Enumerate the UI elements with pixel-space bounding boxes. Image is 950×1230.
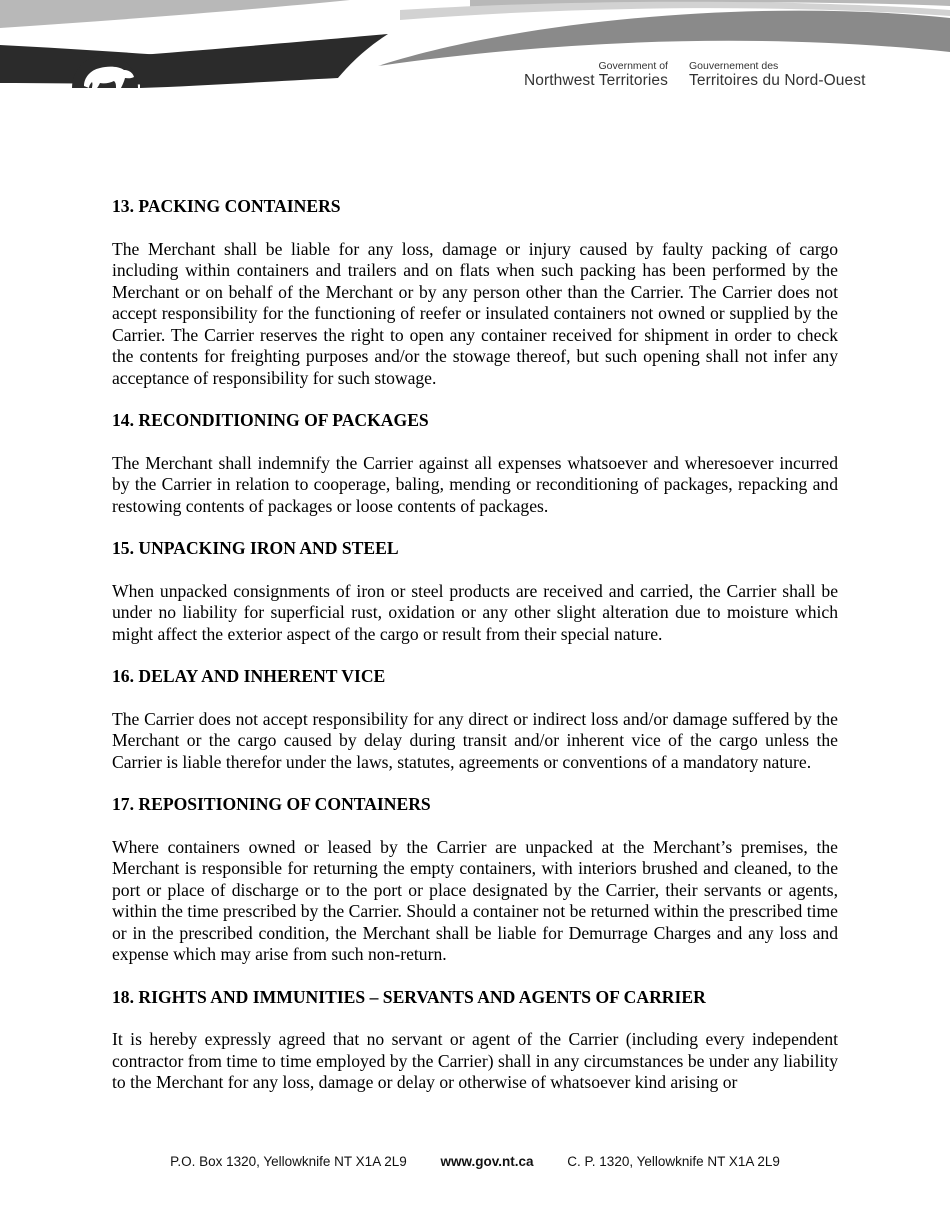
gov-en-small-text: Government of bbox=[598, 60, 668, 72]
footer-website-link[interactable]: www.gov.nt.ca bbox=[440, 1154, 534, 1169]
section-15 bbox=[112, 538, 838, 645]
section-18 bbox=[112, 987, 838, 1094]
gov-fr-large-text: Territoires du Nord-Ouest bbox=[689, 72, 866, 89]
page-footer bbox=[0, 1154, 950, 1169]
section-paragraph: The Merchant shall be liable for any loss, damage or injury caused by faulty packing of cargo including within containers and trailers and on flats when such packing has been performed by the Merchant or on behalf of the Merchant or by any person other than the Carrier. The Carrier does not accept responsibility for the functioning of reefer or insulated containers not owned or supplied by the Carrier. The Carrier reserves the right to open any container received for shipment in order to check the contents for freighting purposes and/or the stowage thereof, but such opening shall not infer any acceptance of responsibility for such stowage. bbox=[112, 238, 838, 388]
banner-swoosh-mid bbox=[378, 11, 950, 66]
section-heading: 16. DELAY AND INHERENT VICE bbox=[112, 666, 386, 686]
document-body bbox=[112, 196, 838, 1115]
section-heading: 13. PACKING CONTAINERS bbox=[112, 196, 341, 216]
section-16 bbox=[112, 666, 838, 773]
section-paragraph: Where containers owned or leased by the Carrier are unpacked at the Merchant’s premises, the Merchant is responsible for returning the empty containers, with interiors brushed and cleaned, to the port or place of discharge or to the port or place designated by the Carrier, their servants or agents, within the time prescribed by the Carrier. Should a container not be returned within the prescribed time or in the prescribed condition, the Merchant shall be liable for Demurrage Charges and any loss and expense which may arise from such non-return. bbox=[112, 836, 838, 964]
section-paragraph: The Merchant shall indemnify the Carrier against all expenses whatsoever and wheresoever incurred by the Carrier in relation to cooperage, baling, mending or reconditioning of packages, repacking and restowing contents of packages or loose contents of packages. bbox=[112, 452, 838, 516]
gov-wordmark-en bbox=[524, 60, 668, 90]
section-paragraph: It is hereby expressly agreed that no servant or agent of the Carrier (including every independent contractor from time to time employed by the Carrier) shall in any circumstances be under any liability to the Merchant for any loss, damage or delay or otherwise of whatsoever kind arising or bbox=[112, 1029, 838, 1092]
footer-address-en: P.O. Box 1320, Yellowknife NT X1A 2L9 bbox=[170, 1154, 407, 1169]
banner-swoosh-dark-center bbox=[140, 34, 388, 88]
section-heading: 15. UNPACKING IRON AND STEEL bbox=[112, 538, 399, 558]
footer-address-fr: C. P. 1320, Yellowknife NT X1A 2L9 bbox=[567, 1154, 780, 1169]
header-banner bbox=[0, 0, 950, 110]
gov-en-large-text: Northwest Territories bbox=[524, 72, 668, 89]
section-heading: 14. RECONDITIONING OF PACKAGES bbox=[112, 410, 429, 430]
section-heading: 17. REPOSITIONING OF CONTAINERS bbox=[112, 794, 431, 814]
gov-wordmark-fr bbox=[689, 60, 866, 90]
section-14 bbox=[112, 410, 838, 517]
section-paragraph: The Carrier does not accept responsibility for any direct or indirect loss and/or damage suffered by the Merchant or the cargo caused by delay during transit and/or inherent vice of the cargo unless the Carrier is liable therefor under the laws, statutes, agreements or conventions of a mandatory nature. bbox=[112, 708, 838, 772]
section-paragraph: When unpacked consignments of iron or steel products are received and carried, the Carrier shall be under no liability for superficial rust, oxidation or any other slight alteration due to moisture which might affect the exterior aspect of the cargo or result from their special nature. bbox=[112, 580, 838, 644]
gov-fr-small-text: Gouvernement des bbox=[689, 60, 779, 72]
banner-swoosh-light-left bbox=[0, 0, 350, 28]
section-17 bbox=[112, 794, 838, 966]
section-heading: 18. RIGHTS AND IMMUNITIES – SERVANTS AND AGENTS OF CARRIER bbox=[112, 986, 706, 1007]
section-13 bbox=[112, 196, 838, 389]
